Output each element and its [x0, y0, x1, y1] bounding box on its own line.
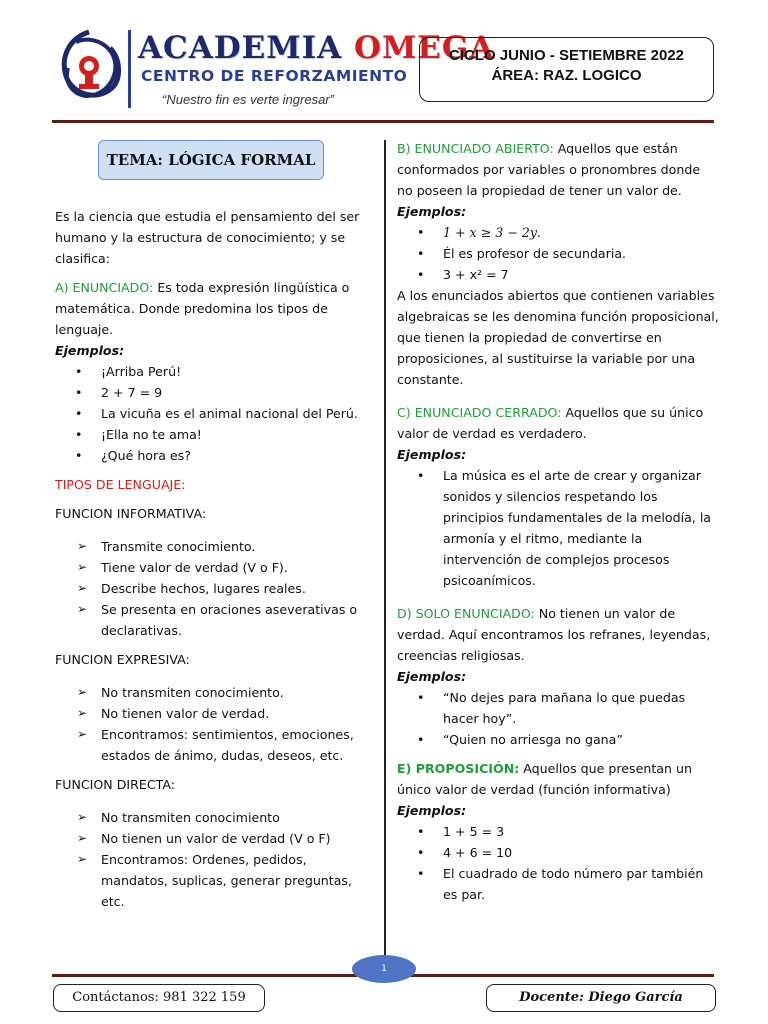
list-item: • Él es profesor de secundaria. — [397, 243, 719, 264]
list-item: • 4 + 6 = 10 — [397, 842, 719, 863]
funcion-directa-title: FUNCION DIRECTA: — [55, 777, 175, 792]
list-item: ➢ Encontramos: sentimientos, emociones, estados de ánimo, dudas, deseos, etc. — [55, 724, 360, 766]
list-item: • ¿Qué hora es? — [55, 445, 360, 466]
examples-label: Ejemplos: — [397, 447, 467, 462]
brand-subtitle: CENTRO DE REFORZAMIENTO — [141, 67, 408, 85]
section-d-label: D) SOLO ENUNCIADO: — [397, 606, 535, 621]
academy-logo-icon — [56, 28, 122, 106]
c-examples-list — [397, 465, 719, 591]
section-d-text: No tienen un valor de verdad. Aquí encontramos los refranes, leyendas, creencias religiosas. — [397, 606, 711, 663]
section-d — [397, 603, 719, 666]
list-item: ➢ Transmite conocimiento. — [55, 536, 360, 557]
section-c — [397, 402, 719, 444]
section-c-label: C) ENUNCIADO CERRADO: — [397, 405, 562, 420]
page-number: 1 — [352, 955, 416, 983]
list-item: • La música es el arte de crear y organizar sonidos y silencios respetando los principios fundamentales de la melodía, la armonía y el ritmo, mediante la intervención de complejos procesos psicoanímicos. — [397, 465, 719, 591]
list-item: • ¡Arriba Perú! — [55, 361, 360, 382]
section-e-label: E) PROPOSICIÓN: — [397, 761, 520, 776]
brand-slogan: “Nuestro fin es verte ingresar” — [162, 92, 334, 107]
left-column — [55, 206, 360, 912]
section-b-label: B) ENUNCIADO ABIERTO: — [397, 141, 554, 156]
list-item: • 1 + 𝑥 ≥ 3 − 2𝑦. — [397, 222, 719, 243]
list-item: ➢ Tiene valor de verdad (V o F). — [55, 557, 360, 578]
section-a-text: Es toda expresión lingüística o matemática. Donde predomina los tipos de lenguaje. — [55, 280, 350, 337]
informativa-list — [55, 536, 360, 641]
section-a-label: A) ENUNCIADO: — [55, 280, 154, 295]
list-item: ➢ Encontramos: Ordenes, pedidos, mandatos, suplicas, generar preguntas, etc. — [55, 849, 360, 912]
header-rule — [52, 120, 714, 123]
list-item: ➢ No tienen valor de verdad. — [55, 703, 360, 724]
right-column — [397, 138, 719, 905]
b-note: A los enunciados abiertos que contienen variables algebraicas se les denomina función proposicional, que tienen la propiedad de convertirse en proposiciones, al sustituirse la variable por una constante. — [397, 288, 719, 387]
examples-label: Ejemplos: — [397, 803, 467, 818]
section-a — [55, 277, 360, 340]
b-examples-list — [397, 222, 719, 285]
list-item: • 1 + 5 = 3 — [397, 821, 719, 842]
intro-text: Es la ciencia que estudia el pensamiento del ser humano y la estructura de conocimiento; y se clasifica: — [55, 209, 360, 266]
e-examples-list — [397, 821, 719, 905]
funcion-informativa-title: FUNCION INFORMATIVA: — [55, 506, 207, 521]
tipos-label: TIPOS DE LENGUAJE: — [55, 477, 186, 492]
funcion-expresiva-title: FUNCION EXPRESIVA: — [55, 652, 190, 667]
brand-omega: OMEGA — [353, 30, 495, 66]
list-item: ➢ No transmiten conocimiento — [55, 807, 360, 828]
topic-title: TEMA: LÓGICA FORMAL — [98, 140, 324, 180]
directa-list — [55, 807, 360, 912]
expresiva-list — [55, 682, 360, 766]
section-e-text: Aquellos que presentan un único valor de verdad (función informativa) — [397, 761, 692, 797]
list-item: ➢ No tienen un valor de verdad (V o F) — [55, 828, 360, 849]
cycle-line: CICLO JUNIO - SETIEMBRE 2022 — [448, 47, 685, 64]
column-divider — [384, 140, 386, 970]
area-line: ÁREA: RAZ. LOGICO — [491, 67, 642, 84]
list-item: • “No dejes para mañana lo que puedas hacer hoy”. — [397, 687, 719, 729]
section-b-text: Aquellos que están conformados por variables o pronombres donde no poseen la propiedad de tener un valor de. — [397, 141, 701, 198]
section-e — [397, 758, 719, 800]
list-item: • El cuadrado de todo número par también es par. — [397, 863, 719, 905]
list-item: • La vicuña es el animal nacional del Perú. — [55, 403, 360, 424]
list-item: • 2 + 7 = 9 — [55, 382, 360, 403]
list-item: • 3 + x² = 7 — [397, 264, 719, 285]
examples-label: Ejemplos: — [55, 343, 125, 358]
list-item: • “Quien no arriesga no gana” — [397, 729, 719, 750]
examples-label: Ejemplos: — [397, 669, 467, 684]
section-b — [397, 138, 719, 201]
cycle-info-box — [419, 37, 714, 102]
logo-divider — [128, 30, 131, 108]
list-item: ➢ Describe hechos, lugares reales. — [55, 578, 360, 599]
examples-label: Ejemplos: — [397, 204, 467, 219]
teacher-box: Docente: Diego García — [486, 984, 716, 1012]
list-item: ➢ No transmiten conocimiento. — [55, 682, 360, 703]
brand-academia: ACADEMIA — [138, 30, 343, 66]
d-examples-list — [397, 687, 719, 750]
section-c-text: Aquellos que su único valor de verdad es verdadero. — [397, 405, 704, 441]
list-item: • ¡Ella no te ama! — [55, 424, 360, 445]
list-item: ➢ Se presenta en oraciones aseverativas o declarativas. — [55, 599, 360, 641]
contact-box: Contáctanos: 981 322 159 — [53, 984, 265, 1012]
a-examples-list — [55, 361, 360, 466]
